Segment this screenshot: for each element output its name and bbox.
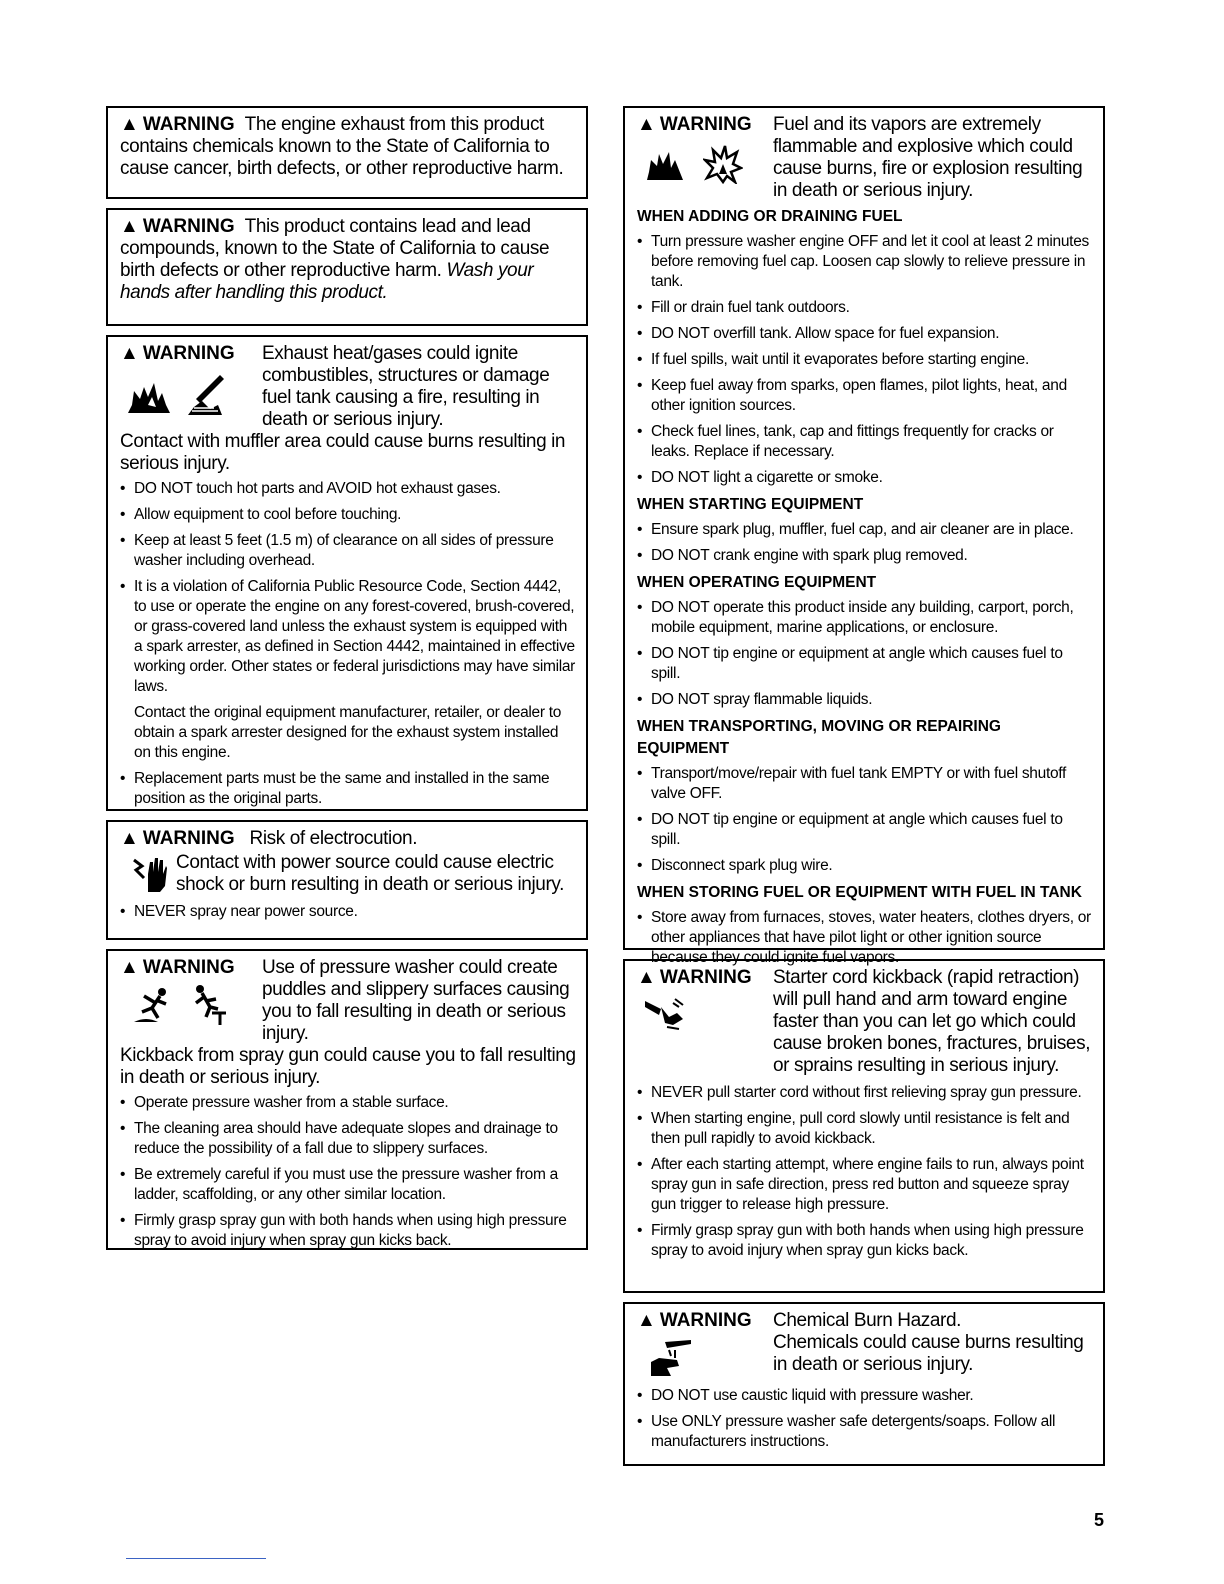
warning-tag: ▲ WARNING (120, 114, 235, 135)
list-item: • When starting engine, pull cord slowly until resistance is felt and then pull rapidly to avoid kickback. (637, 1109, 1093, 1149)
list-item: • Firmly grasp spray gun with both hands when using high pressure spray to avoid injury when spray gun kicks back. (637, 1221, 1093, 1261)
list-item: • Keep at least 5 feet (1.5 m) of clearance on all sides of pressure washer including overhead. (120, 531, 576, 571)
warning-box-exhaust-heat (106, 335, 588, 811)
bullet-list (120, 479, 576, 697)
bullet-list (120, 769, 576, 809)
warning-lead-text: Use of pressure washer could create puddles and slippery surfaces causing you to fall resulting in death or serious injury. (262, 957, 570, 1044)
warning-triangle-icon: ▲ (120, 828, 139, 849)
list-item: • DO NOT tip engine or equipment at angle which causes fuel to spill. (637, 810, 1093, 850)
section-title: WHEN STORING FUEL OR EQUIPMENT WITH FUEL IN TANK (637, 884, 1082, 901)
icon-group (637, 114, 773, 184)
bullet-list (637, 598, 1093, 710)
chemical-burn-icon (647, 1338, 693, 1378)
list-item: • Firmly grasp spray gun with both hands when using high pressure spray to avoid injury when spray gun kicks back. (120, 1211, 576, 1251)
list-item: • Disconnect spark plug wire. (637, 856, 1093, 876)
explosion-icon (703, 144, 743, 184)
bullet-list (637, 1083, 1093, 1261)
warning-tag: ▲ WARNING (120, 957, 235, 978)
fall-hazard-icon (192, 985, 228, 1027)
warning-tag: ▲ WARNING (120, 343, 235, 364)
warning-tag: ▲ WARNING (637, 1310, 752, 1331)
warning-triangle-icon: ▲ (120, 114, 139, 135)
warning-tag: ▲ WARNING (637, 114, 752, 135)
warning-tag: ▲ WARNING (120, 828, 235, 849)
list-item: • Turn pressure washer engine OFF and let it cool at least 2 minutes before removing fuel cap. Loosen cap slowly to relieve pressure in tank. (637, 232, 1093, 292)
bullet-list (637, 232, 1093, 488)
hot-surface-icon (184, 373, 226, 417)
page-number: 5 (1094, 1510, 1105, 1530)
list-item: • Use ONLY pressure washer safe detergents/soaps. Follow all manufacturers instructions. (637, 1412, 1093, 1452)
footer-link-underline[interactable] (126, 1558, 266, 1559)
list-item: • Store away from furnaces, stoves, water heaters, clothes dryers, or other appliances that have pilot light or other ignition source because they could ignite fuel vapors. (637, 908, 1093, 968)
bullet-list (120, 1093, 576, 1251)
warning-text: This product contains lead and lead compounds, known to the State of California to cause birth defects or other reproductive harm. (120, 216, 550, 281)
warning-box-lead (106, 208, 588, 326)
icon-group (120, 343, 262, 417)
warning-italic-note: Wash your hands after handling this product. (120, 260, 534, 303)
warning-lead-text: Fuel and its vapors are extremely flammable and explosive which could cause burns, fire or explosion resulting in death or serious injury. (773, 114, 1083, 201)
list-item: • DO NOT light a cigarette or smoke. (637, 468, 1093, 488)
warning-triangle-icon: ▲ (120, 957, 139, 978)
list-item: • NEVER pull starter cord without first relieving spray gun pressure. (637, 1083, 1093, 1103)
list-item: • Operate pressure washer from a stable surface. (120, 1093, 576, 1113)
list-item: • Replacement parts must be the same and installed in the same position as the original parts. (120, 769, 576, 809)
warning-text-group (773, 1310, 1093, 1376)
fire-icon (645, 146, 685, 182)
list-item: • DO NOT overfill tank. Allow space for fuel expansion. (637, 324, 1093, 344)
list-item: • NEVER spray near power source. (120, 902, 576, 922)
warning-paragraph: Chemicals could cause burns resulting in death or serious injury. (773, 1332, 1084, 1375)
warning-box-starter-cord (623, 959, 1105, 1293)
list-item: • Be extremely careful if you must use the pressure washer from a ladder, scaffolding, or any other similar location. (120, 1165, 576, 1205)
section-title: WHEN STARTING EQUIPMENT (637, 496, 864, 513)
bullet-list (637, 520, 1093, 566)
right-column (623, 106, 1105, 1475)
warning-box-electrocution (106, 820, 588, 940)
section-title: WHEN OPERATING EQUIPMENT (637, 574, 877, 591)
warning-triangle-icon: ▲ (120, 343, 139, 364)
warning-paragraph: Kickback from spray gun could cause you to fall resulting in death or serious injury. (120, 1045, 576, 1088)
list-item: • Allow equipment to cool before touching. (120, 505, 576, 525)
bullet-list (637, 908, 1093, 968)
sub-paragraph: Contact the original equipment manufacturer, retailer, or dealer to obtain a spark arrester designed for the exhaust system installed on this engine. (134, 704, 562, 761)
list-item: • DO NOT operate this product inside any building, carport, porch, mobile equipment, marine applications, or enclosure. (637, 598, 1093, 638)
warning-box-chemical-burn (623, 1302, 1105, 1466)
list-item: • After each starting attempt, where engine fails to run, always point spray gun in safe direction, press red button and squeeze spray gun trigger to release high pressure. (637, 1155, 1093, 1215)
list-item: • The cleaning area should have adequate slopes and drainage to reduce the possibility of a fall due to slippery surfaces. (120, 1119, 576, 1159)
section-title: WHEN TRANSPORTING, MOVING OR REPAIRING EQUIPMENT (637, 718, 1001, 757)
warning-paragraph: Contact with power source could cause electric shock or burn resulting in death or serious injury. (176, 852, 564, 895)
list-item: • If fuel spills, wait until it evaporates before starting engine. (637, 350, 1093, 370)
electric-shock-icon (132, 856, 168, 894)
warning-lead-text: Starter cord kickback (rapid retraction) will pull hand and arm toward engine faster than you can let go which could cause broken bones, fractures, bruises, or sprains resulting in serious injury. (773, 967, 1091, 1076)
slip-hazard-icon (132, 986, 172, 1026)
left-column (106, 106, 588, 1259)
section-title: WHEN ADDING OR DRAINING FUEL (637, 208, 903, 225)
warning-text: The engine exhaust from this product contains chemicals known to the State of California to cause cancer, birth defects, or other reproductive harm. (120, 114, 564, 179)
warning-lead-text: Risk of electrocution. (249, 828, 418, 849)
warning-lead-text: Exhaust heat/gases could ignite combustibles, structures or damage fuel tank causing a fire, resulting in death or serious injury. (262, 343, 550, 430)
list-item: • DO NOT tip engine or equipment at angle which causes fuel to spill. (637, 644, 1093, 684)
list-item: • DO NOT use caustic liquid with pressure washer. (637, 1386, 1093, 1406)
fire-icon (126, 375, 172, 415)
list-item: • Ensure spark plug, muffler, fuel cap, and air cleaner are in place. (637, 520, 1093, 540)
kickback-icon (643, 997, 687, 1031)
list-item: • Keep fuel away from sparks, open flames, pilot lights, heat, and other ignition sources. (637, 376, 1093, 416)
list-item: • Fill or drain fuel tank outdoors. (637, 298, 1093, 318)
warning-tag: ▲ WARNING (637, 967, 752, 988)
bullet-list (637, 1386, 1093, 1452)
list-item: • DO NOT touch hot parts and AVOID hot exhaust gases. (120, 479, 576, 499)
list-item: • DO NOT crank engine with spark plug removed. (637, 546, 1093, 566)
icon-group (637, 967, 752, 1031)
warning-paragraph: Contact with muffler area could cause burns resulting in serious injury. (120, 431, 566, 474)
warning-triangle-icon: ▲ (120, 216, 139, 237)
warning-box-slip (106, 949, 588, 1250)
warning-triangle-icon: ▲ (637, 967, 656, 988)
warning-lead-text: Chemical Burn Hazard. (773, 1310, 962, 1331)
list-item: • Transport/move/repair with fuel tank EMPTY or with fuel shutoff valve OFF. (637, 764, 1093, 804)
warning-box-fuel (623, 106, 1105, 966)
bullet-list (120, 902, 576, 922)
warning-triangle-icon: ▲ (637, 114, 656, 135)
icon-group (120, 957, 262, 1027)
warning-tag: ▲ WARNING (120, 216, 235, 237)
icon-group (637, 1310, 752, 1378)
list-item: • Check fuel lines, tank, cap and fittings frequently for cracks or leaks. Replace if necessary. (637, 422, 1093, 462)
bullet-list (637, 764, 1093, 876)
list-item: • It is a violation of California Public Resource Code, Section 4442, to use or operate the engine on any forest-covered, brush-covered, or grass-covered land unless the exhaust system is equipped with a spark arrester, as defined in Section 4442, maintained in effective working order. Other states or federal jurisdictions may have similar laws. (120, 577, 576, 697)
warning-triangle-icon: ▲ (637, 1310, 656, 1331)
warning-box-exhaust-chemicals (106, 106, 588, 199)
list-item: • DO NOT spray flammable liquids. (637, 690, 1093, 710)
